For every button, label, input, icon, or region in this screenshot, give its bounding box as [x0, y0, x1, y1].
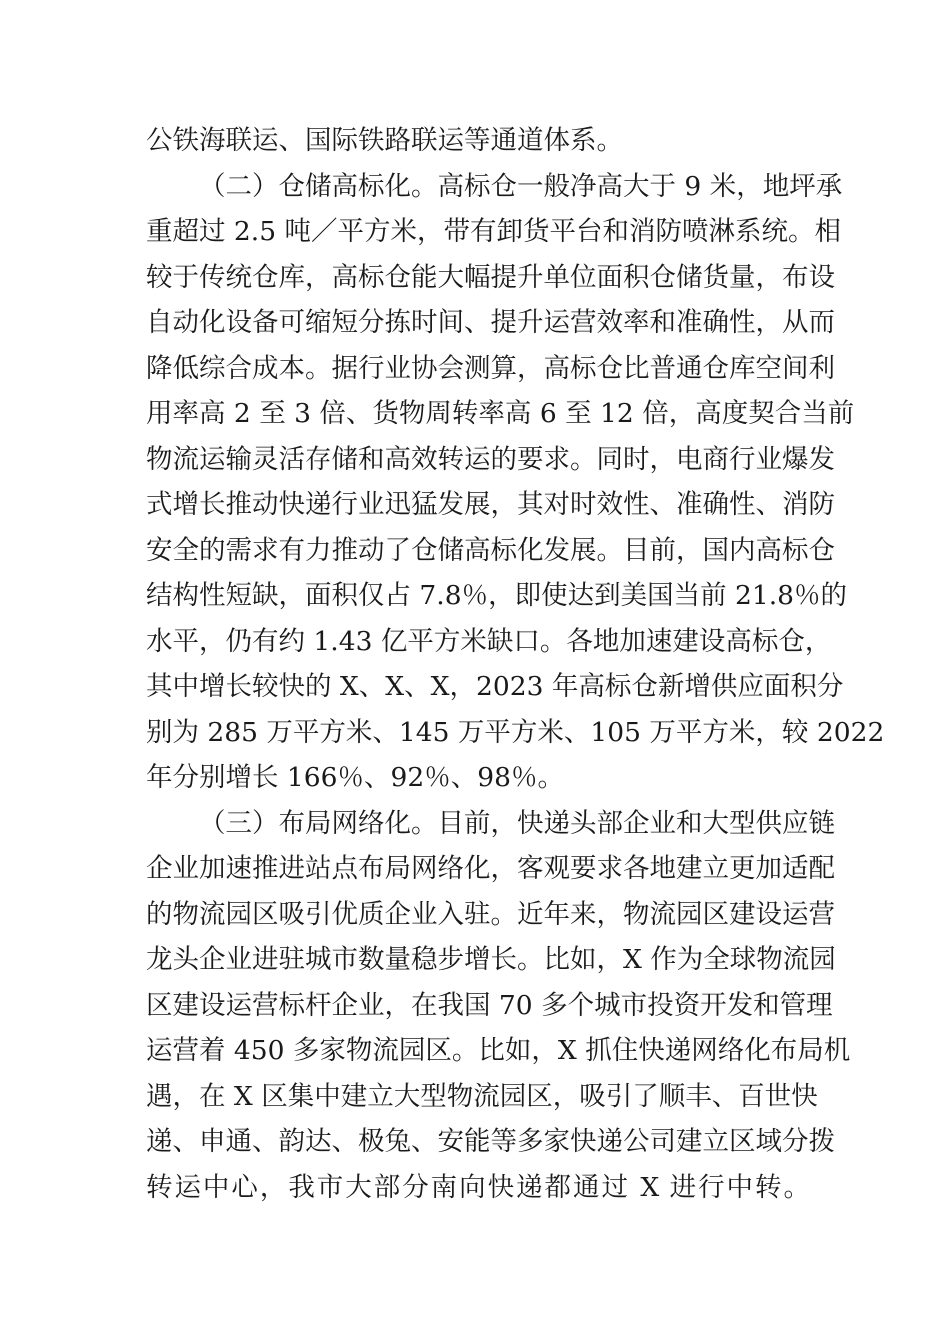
paragraph-3-line-3: 的物流园区吸引优质企业入驻。近年来，物流园区建设运营 [146, 898, 835, 930]
paragraph-2-line-13: 别为 285 万平方米、145 万平方米、105 万平方米，较 2022 [146, 716, 885, 748]
paragraph-2-line-5: 降低综合成本。据行业协会测算，高标仓比普通仓库空间利 [146, 352, 835, 384]
paragraph-3-line-4: 龙头企业进驻城市数量稳步增长。比如，X 作为全球物流园 [146, 944, 836, 975]
paragraph-1-line-1: 公铁海联运、国际铁路联运等通道体系。 [146, 125, 623, 156]
paragraph-3-line-9: 转运中心，我市大部分南向快递都通过 X 进行中转。 [146, 1171, 810, 1203]
paragraph-2-line-2: 重超过 2.5 吨／平方米，带有卸货平台和消防喷淋系统。相 [146, 216, 841, 247]
paragraph-2-line-14: 年分别增长 166％、92％、98％。 [146, 762, 564, 793]
paragraph-2-line-12: 其中增长较快的 X、X、X，2023 年高标仓新增供应面积分 [146, 671, 844, 702]
paragraph-2-line-9: 安全的需求有力推动了仓储高标化发展。目前，国内高标仓 [146, 534, 835, 566]
paragraph-2-line-11: 水平，仍有约 1.43 亿平方米缺口。各地加速建设高标仓， [146, 625, 832, 657]
paragraph-2-line-8: 式增长推动快递行业迅猛发展，其对时效性、准确性、消防 [146, 489, 835, 520]
body-text [146, 118, 885, 1210]
paragraph-3-line-7: 遇，在 X 区集中建立大型物流园区，吸引了顺丰、百世快 [146, 1080, 818, 1112]
paragraph-2-line-7: 物流运输灵活存储和高效转运的要求。同时，电商行业爆发 [146, 443, 835, 475]
paragraph-3-line-8: 递、申通、韵达、极兔、安能等多家快递公司建立区域分拨 [146, 1126, 835, 1157]
paragraph-3-line-2: 企业加速推进站点布局网络化，客观要求各地建立更加适配 [146, 853, 835, 884]
paragraph-2-line-4: 自动化设备可缩短分拣时间、提升运营效率和准确性，从而 [146, 307, 835, 338]
paragraph-3-line-6: 运营着 450 多家物流园区。比如，X 抓住快递网络化布局机 [146, 1035, 851, 1066]
paragraph-3-line-5: 区建设运营标杆企业，在我国 70 多个城市投资开发和管理 [146, 989, 833, 1021]
paragraph-3-line-1: （三）布局网络化。目前，快递头部企业和大型供应链 [199, 807, 835, 839]
paragraph-2-line-6: 用率高 2 至 3 倍、货物周转率高 6 至 12 倍，高度契合当前 [146, 398, 855, 429]
paragraph-2-line-3: 较于传统仓库，高标仓能大幅提升单位面积仓储货量，布设 [146, 261, 835, 293]
paragraph-2-line-1: （二）仓储高标化。高标仓一般净高大于 9 米，地坪承 [199, 170, 843, 202]
paragraph-2-line-10: 结构性短缺，面积仅占 7.8％，即使达到美国当前 21.8％的 [146, 580, 847, 611]
